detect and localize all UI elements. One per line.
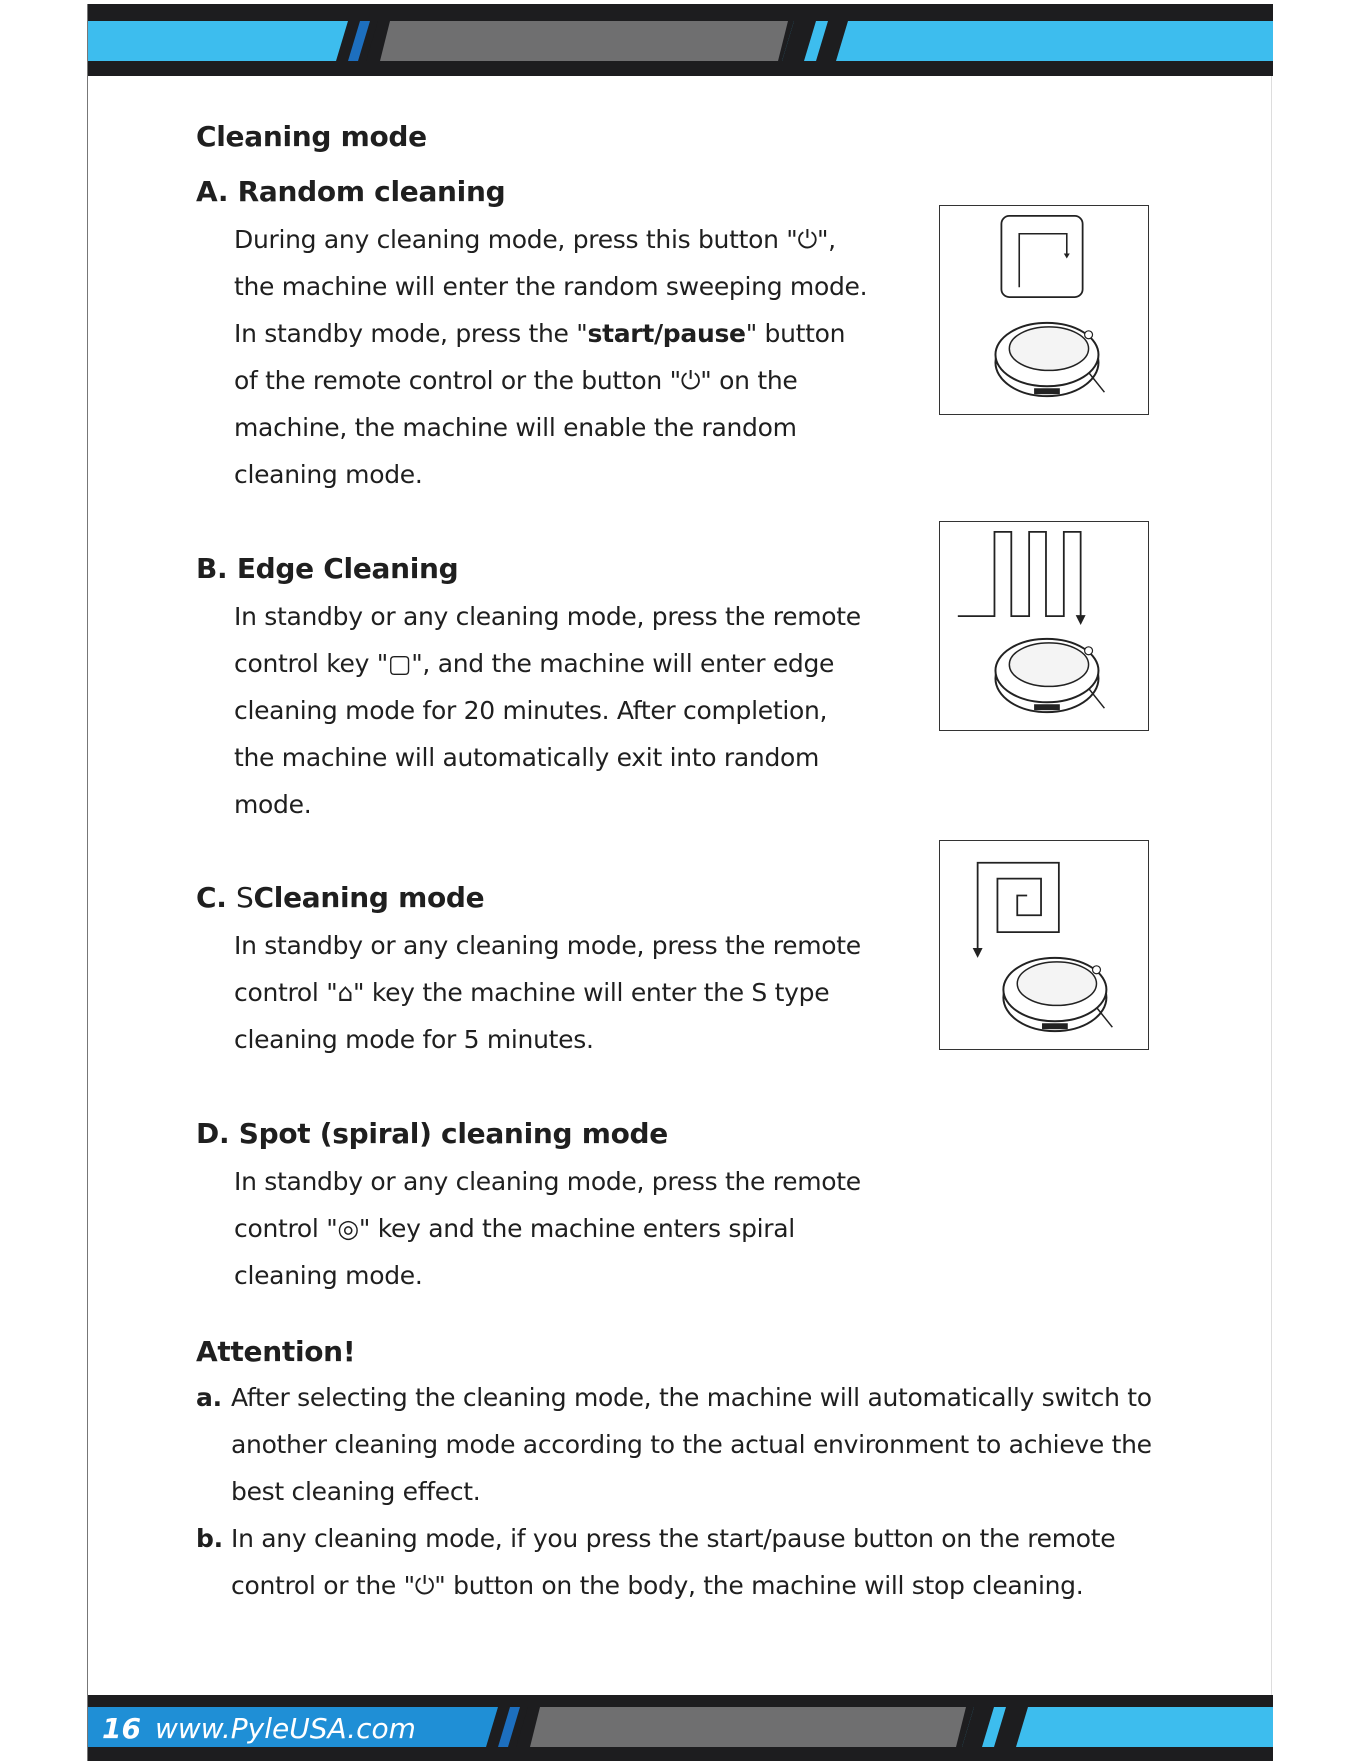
page-title: Cleaning mode	[196, 120, 427, 153]
body-line: control key "▢", and the machine will enter edge	[234, 649, 835, 678]
body-line: In standby or any cleaning mode, press the remote	[234, 931, 861, 960]
section-letter: C.	[196, 881, 237, 914]
website-link[interactable]: www.PyleUSA.com	[154, 1712, 416, 1745]
item-letter: b.	[196, 1524, 223, 1553]
body-line: control "◎" key and the machine enters spiral	[234, 1214, 795, 1243]
body-line: cleaning mode.	[234, 460, 423, 489]
body-line: During any cleaning mode, press this button "⏻",	[234, 225, 836, 254]
body-line: In standby mode, press the "start/pause" button	[234, 319, 846, 348]
section-title	[196, 878, 956, 918]
body-line: mode.	[234, 790, 312, 819]
page-number: 16	[102, 1712, 141, 1745]
body-line: control "⌂" key the machine will enter the S type	[234, 978, 830, 1007]
item-text: In any cleaning mode, if you press the start/pause button on the remote control or the "⏻" button on the body, the machine will stop cleaning.	[231, 1524, 1116, 1600]
edge-cleaning-illustration	[939, 521, 1149, 731]
section-body	[234, 922, 934, 1063]
body-line: cleaning mode.	[234, 1261, 423, 1290]
body-line: In standby or any cleaning mode, press the remote	[234, 602, 861, 631]
section-s-cleaning	[196, 878, 956, 1063]
section-edge-cleaning	[196, 549, 956, 828]
body-line: cleaning mode for 20 minutes. After completion,	[234, 696, 828, 725]
body-line: cleaning mode for 5 minutes.	[234, 1025, 594, 1054]
body-line: In standby or any cleaning mode, press the remote	[234, 1167, 861, 1196]
attention-block	[196, 1332, 1196, 1609]
start-pause-label: start/pause	[587, 319, 746, 348]
attention-item	[196, 1515, 1196, 1609]
section-title: B. Edge Cleaning	[196, 552, 459, 585]
section-body	[234, 216, 934, 498]
section-title: A. Random cleaning	[196, 175, 506, 208]
footer-band	[88, 1695, 1271, 1761]
section-body	[234, 593, 934, 828]
attention-item	[196, 1374, 1196, 1515]
s-shape-icon: S	[236, 881, 254, 914]
section-body	[234, 1158, 934, 1299]
body-line: of the remote control or the button "⏻" on the	[234, 366, 798, 395]
item-text: After selecting the cleaning mode, the machine will automatically switch to another cleaning mode according to the actual environment to achieve the best cleaning effect.	[231, 1383, 1152, 1506]
body-line: machine, the machine will enable the random	[234, 413, 797, 442]
page	[87, 4, 1272, 1761]
section-random-cleaning	[196, 172, 956, 498]
item-letter: a.	[196, 1383, 222, 1412]
section-title-text: Cleaning mode	[253, 881, 485, 914]
body-line: the machine will enter the random sweeping mode.	[234, 272, 868, 301]
section-title: D. Spot (spiral) cleaning mode	[196, 1117, 668, 1150]
footer-text	[102, 1709, 416, 1749]
body-line: the machine will automatically exit into random	[234, 743, 820, 772]
section-spot-cleaning	[196, 1114, 956, 1299]
random-cleaning-illustration	[939, 205, 1149, 415]
attention-title: Attention!	[196, 1335, 356, 1368]
s-cleaning-illustration	[939, 840, 1149, 1050]
